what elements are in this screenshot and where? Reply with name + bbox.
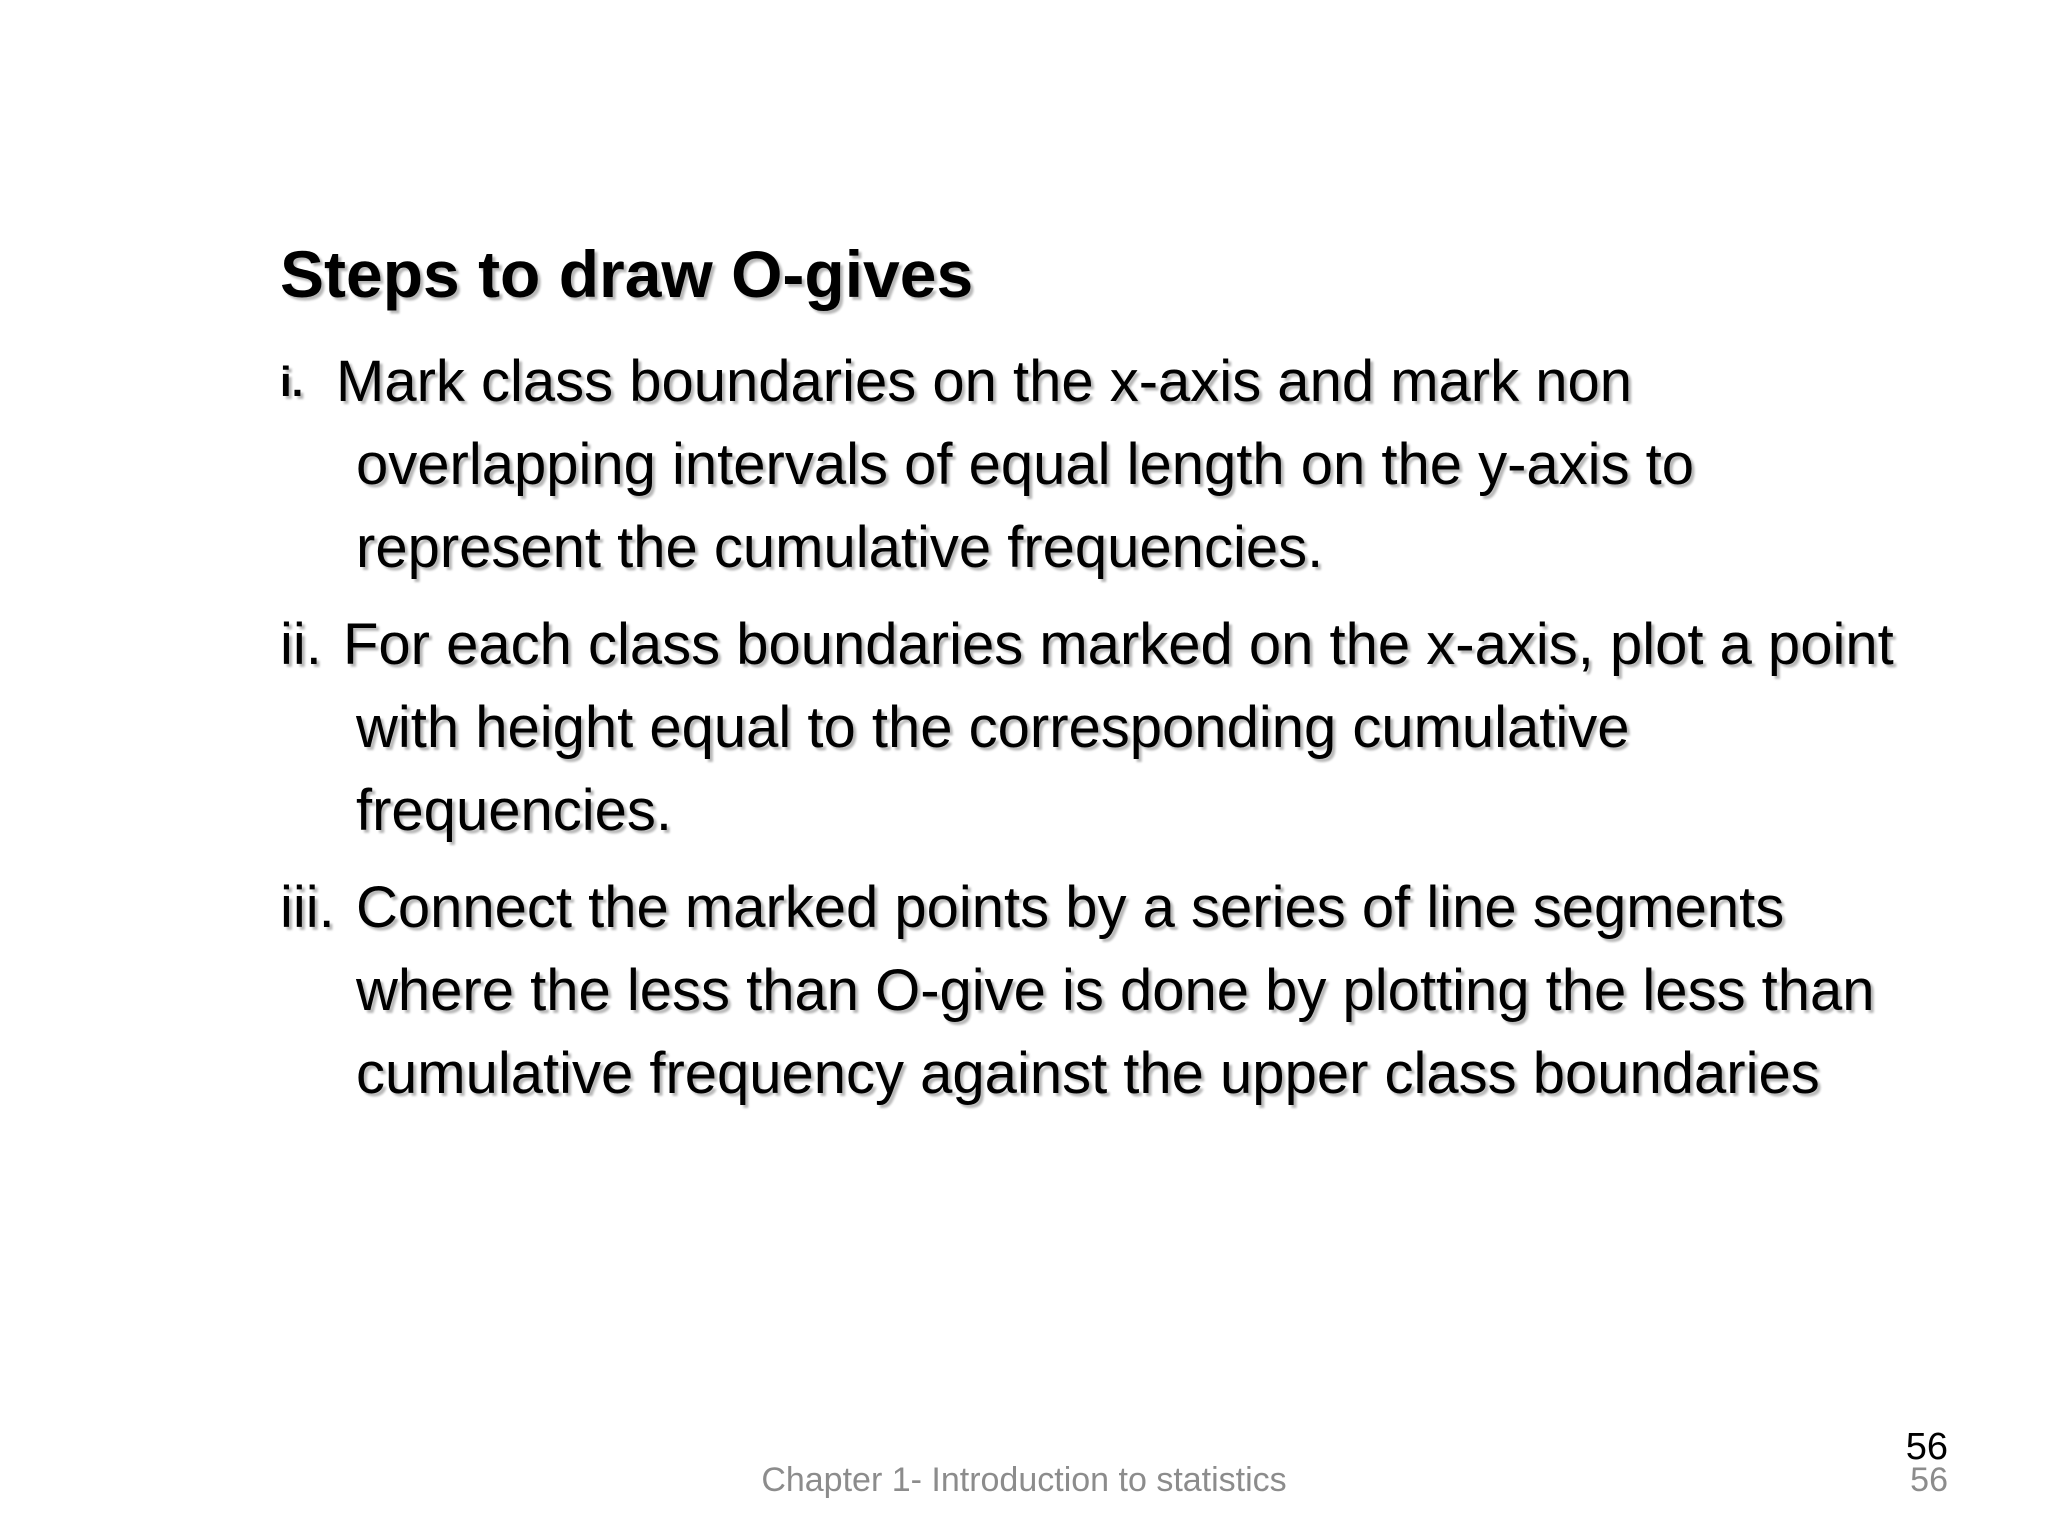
steps-list xyxy=(280,340,2030,1129)
footer-page-number: 56 xyxy=(1910,1461,1948,1499)
step-line: Connect the marked points by a series of line segments xyxy=(356,875,1785,940)
step-line: with height equal to the corresponding cumulative xyxy=(356,695,1630,760)
step-line: overlapping intervals of equal length on the y-axis to xyxy=(356,432,1695,497)
step-line: cumulative frequency against the upper class boundaries xyxy=(356,1041,1820,1106)
step-line: represent the cumulative frequencies. xyxy=(356,515,1324,580)
step-marker: iii. xyxy=(280,875,335,940)
footer-chapter-title: Chapter 1- Introduction to statistics xyxy=(761,1461,1287,1499)
step-line: For each class boundaries marked on the x-axis, plot a point xyxy=(343,612,1894,677)
step-line: frequencies. xyxy=(356,778,672,843)
step-line: where the less than O-give is done by plotting the less than xyxy=(356,958,1875,1023)
slide-heading: Steps to draw O-gives xyxy=(280,237,974,311)
step-item xyxy=(280,340,2030,589)
step-marker: ii. xyxy=(280,612,322,677)
step-line: Mark class boundaries on the x-axis and mark non xyxy=(336,349,1632,414)
step-marker: i. xyxy=(280,358,304,405)
page-number: 56 xyxy=(1905,1426,1948,1468)
step-item xyxy=(280,866,2030,1115)
step-item xyxy=(280,603,2030,852)
